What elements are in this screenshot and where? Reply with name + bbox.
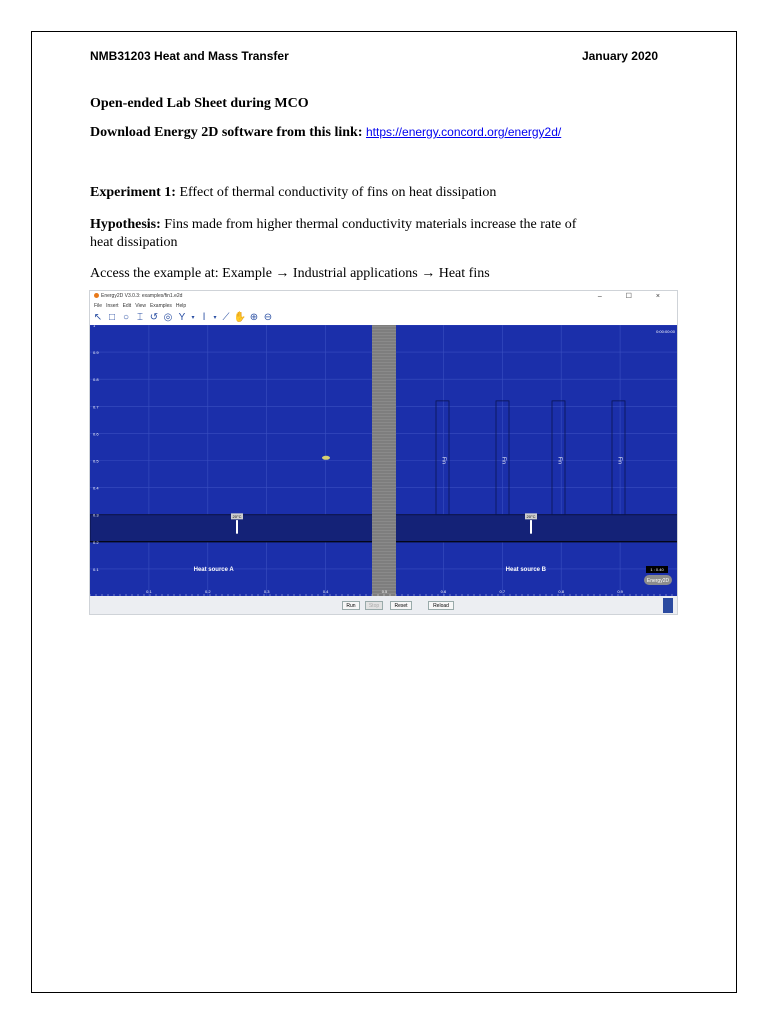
download-line: [90, 124, 561, 141]
insulating-wall: [372, 325, 396, 596]
x-tick-label: 0.9: [617, 589, 623, 594]
x-tick-label: 0.6: [440, 589, 447, 594]
experiment-label: Experiment 1:: [90, 185, 176, 200]
app-toolbar: [90, 310, 677, 326]
simulation-canvas[interactable]: [90, 325, 678, 596]
hand-icon[interactable]: ✋: [233, 311, 247, 323]
scale-readout: 1 : 0.40: [650, 567, 664, 572]
menu-view[interactable]: View: [135, 303, 146, 309]
select-arrow-icon[interactable]: ↖: [93, 311, 103, 323]
view-toggle-icon[interactable]: [663, 598, 673, 613]
y-tick-label: 0.1: [93, 566, 99, 572]
experiment-line: [90, 184, 496, 201]
blob-icon[interactable]: ↺: [149, 311, 159, 323]
sensor-reading: 20°C: [526, 513, 536, 519]
fin-label: Fin: [616, 457, 623, 464]
fin-label: Fin: [556, 457, 563, 464]
x-tick-label: 0.4: [322, 589, 329, 594]
y-tick-label: 0.9: [93, 350, 99, 356]
ellipse-icon[interactable]: ○: [122, 311, 130, 323]
heat-source-a-label: Heat source A: [193, 566, 234, 573]
thermometer-icon[interactable]: ǀ: [202, 311, 206, 323]
rectangle-icon[interactable]: □: [108, 311, 116, 323]
y-tick-label: 0.5: [93, 458, 99, 464]
zoom-out-icon[interactable]: ⊖: [263, 311, 273, 323]
annulus-icon[interactable]: ◎: [163, 311, 173, 323]
polygon-icon[interactable]: ⌶: [137, 311, 143, 323]
course-header: NMB31203 Heat and Mass Transfer: [90, 49, 289, 63]
hypothesis-label: Hypothesis:: [90, 217, 161, 232]
y-tick-label: 0.8: [93, 377, 99, 383]
experiment-text: Effect of thermal conductivity of fins on heat dissipation: [179, 185, 497, 200]
control-bar: [90, 596, 678, 615]
x-tick-label: 0.7: [499, 589, 506, 594]
dropdown-icon[interactable]: ▾: [213, 314, 217, 321]
graph-icon[interactable]: ⟋: [222, 311, 230, 323]
hypothesis-text: Fins made from higher thermal conductivity materials increase the rate of: [164, 217, 577, 232]
menu-file[interactable]: File: [94, 303, 103, 309]
x-tick-label: 0.2: [205, 589, 211, 594]
x-tick-label: 0.3: [263, 589, 270, 594]
x-tick-label: 0.1: [146, 589, 152, 594]
access-line: Access the example at: Example → Industrial applications → Heat fins: [90, 266, 490, 281]
y-tick-label: 0.2: [93, 539, 99, 545]
fin-label: Fin: [440, 457, 447, 464]
window-title: Energy2D V3.0.3: examples/fin1.e2d: [101, 293, 183, 299]
x-tick-label: 0.8: [558, 589, 564, 594]
y-tick-label: 0.6: [93, 431, 99, 437]
menu-help[interactable]: Help: [175, 303, 187, 309]
download-prefix: Download Energy 2D software from this link:: [90, 125, 363, 140]
stop-button[interactable]: Stop: [365, 601, 383, 610]
menu-edit[interactable]: Edit: [122, 303, 132, 309]
hypothesis-text-cont: heat dissipation: [90, 235, 178, 250]
sensor-reading: 20°C: [232, 513, 242, 519]
simulation-clock: 0:00:00:00: [656, 329, 675, 334]
energy2d-logo: Energy2D: [646, 578, 670, 584]
reset-button[interactable]: Reset: [390, 601, 412, 610]
y-tick-label: 0.3: [93, 512, 99, 518]
energy2d-app-icon: [94, 293, 99, 298]
page-title: Open-ended Lab Sheet during MCO: [90, 96, 309, 111]
y-tick-label: 0.7: [93, 404, 99, 410]
heliostat-icon[interactable]: Y: [178, 311, 186, 323]
date-header: January 2020: [581, 49, 658, 63]
energy2d-screenshot: [89, 290, 678, 615]
y-tick-label: 0.4: [93, 485, 99, 491]
menu-examples[interactable]: Examples: [149, 303, 172, 309]
x-tick-label: 0.5: [381, 589, 388, 594]
reload-button[interactable]: Reload: [428, 601, 454, 610]
download-link[interactable]: https://energy.concord.org/energy2d/: [366, 125, 562, 139]
app-titlebar: [90, 291, 677, 302]
y-tick-label: 1: [93, 325, 96, 328]
run-button[interactable]: Run: [342, 601, 360, 610]
fin-label: Fin: [500, 457, 507, 464]
heat-source-b-label: Heat source B: [505, 566, 547, 573]
app-menubar: [90, 302, 677, 310]
particle-marker: [322, 456, 330, 460]
menu-insert[interactable]: Insert: [106, 303, 119, 309]
dropdown-icon[interactable]: ▾: [191, 314, 195, 321]
window-controls[interactable]: – ☐ ×: [597, 293, 671, 300]
zoom-in-icon[interactable]: ⊕: [249, 311, 259, 323]
hypothesis-line: [90, 216, 576, 233]
